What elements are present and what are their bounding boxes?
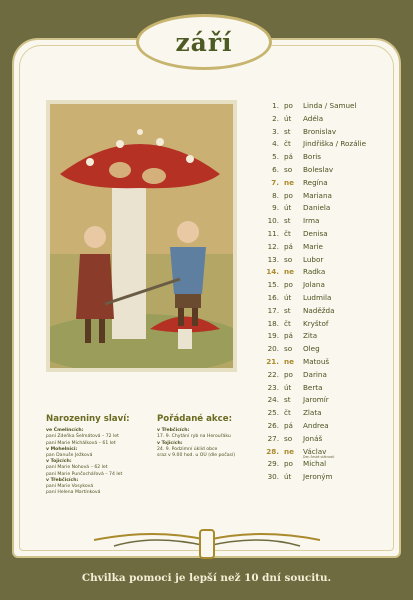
day-number: 21. — [266, 356, 279, 366]
day-weekday: st — [284, 126, 291, 136]
day-row — [254, 447, 404, 460]
list-item: sraz v 9.00 hod. u OÚ (dle počasí) — [157, 453, 236, 459]
day-row — [254, 395, 404, 408]
day-row — [254, 434, 404, 447]
day-name-day: Irma — [303, 216, 320, 226]
day-weekday: so — [284, 433, 293, 443]
day-number: 9. — [272, 203, 279, 213]
motto: Chvilka pomoci je lepší než 10 dní soucitu. — [81, 572, 332, 584]
events-lines — [157, 428, 257, 459]
town-heading: v Třebčicích: — [157, 428, 190, 434]
day-row — [254, 408, 404, 421]
day-weekday: st — [284, 216, 291, 226]
day-row — [254, 472, 404, 485]
day-name-day: Radka — [303, 267, 326, 277]
day-name-day: Václav — [303, 446, 327, 456]
day-weekday: út — [284, 113, 292, 123]
day-name-day: Jindřiška / Rozálie — [303, 139, 367, 149]
list-item: paní Marie Vosyková — [46, 484, 94, 490]
day-number: 24. — [267, 395, 279, 405]
day-name-day: Linda / Samuel — [303, 101, 357, 110]
day-row — [254, 216, 404, 229]
decorative-ornament — [94, 526, 320, 562]
list-item: 17. 9. Chytání ryb na Herouřáku — [157, 434, 231, 440]
day-name-day: Jonáš — [303, 433, 323, 443]
day-number: 10. — [267, 216, 279, 226]
day-name-day: Zlata — [303, 408, 322, 418]
day-number: 11. — [267, 228, 279, 238]
month-title: září — [175, 27, 233, 57]
day-row — [254, 421, 404, 434]
day-name-day: Daniela — [303, 203, 331, 213]
town-heading: v Tojicích: — [46, 459, 72, 465]
day-row — [254, 165, 404, 178]
town-heading: v Tojicích: — [157, 440, 183, 446]
day-weekday: so — [284, 254, 293, 264]
day-name-day: Andrea — [303, 420, 329, 430]
day-number: 15. — [267, 280, 279, 290]
day-weekday: so — [284, 344, 293, 354]
day-number: 5. — [272, 152, 279, 162]
town-heading: v Třebčicích: — [46, 477, 79, 483]
day-weekday: po — [284, 369, 293, 379]
day-weekday: út — [284, 203, 292, 213]
list-item: pan Danuše Ježková — [46, 453, 93, 459]
list-item: paní Marie Michálková – 61 let — [46, 440, 116, 446]
day-weekday: po — [284, 190, 293, 200]
birthdays-lines — [46, 428, 146, 496]
day-name-day: Boleslav — [303, 164, 334, 174]
list-item: paní Marie Nohová – 62 let — [46, 465, 108, 471]
day-number: 7. — [271, 177, 279, 187]
day-name-day: Lubor — [303, 254, 324, 264]
day-row — [254, 319, 404, 332]
day-weekday: pá — [284, 420, 293, 430]
day-row — [254, 331, 404, 344]
day-row — [254, 459, 404, 472]
day-row — [254, 127, 404, 140]
day-weekday: pá — [284, 241, 293, 251]
events-heading: Pořádané akce: — [157, 414, 233, 424]
day-weekday: čt — [284, 139, 291, 149]
day-name-day: Jeroným — [303, 472, 333, 482]
day-weekday: út — [284, 292, 292, 302]
day-weekday: po — [284, 459, 293, 469]
list-item: paní Zdeňka Šelmátová – 72 let — [46, 434, 119, 440]
day-row — [254, 101, 404, 114]
children-mushroom-illustration — [50, 104, 233, 368]
day-name-day: Denisa — [303, 228, 328, 238]
day-number: 16. — [267, 292, 279, 302]
day-number: 1. — [272, 101, 279, 110]
day-number: 17. — [267, 305, 279, 315]
day-number: 29. — [267, 459, 279, 469]
day-weekday: po — [284, 101, 293, 110]
day-number: 30. — [267, 472, 279, 482]
day-number: 13. — [267, 254, 279, 264]
day-weekday: čt — [284, 228, 291, 238]
day-weekday: st — [284, 305, 291, 315]
list-item: paní Marie Punčochářová – 74 let — [46, 471, 123, 477]
day-number: 14. — [266, 267, 279, 277]
day-number: 25. — [267, 408, 279, 418]
day-number: 23. — [267, 382, 279, 392]
day-note: Den české státnosti — [303, 454, 335, 459]
day-name-day: Zita — [303, 331, 318, 341]
day-row — [254, 306, 404, 319]
day-name-day: Marie — [303, 241, 323, 251]
birthdays-heading: Narozeniny slaví: — [46, 414, 130, 424]
day-name-day: Darina — [303, 369, 327, 379]
day-number: 20. — [267, 344, 279, 354]
day-row — [254, 139, 404, 152]
day-number: 26. — [267, 420, 279, 430]
day-name-day: Oleg — [303, 344, 320, 354]
day-number: 8. — [272, 190, 279, 200]
day-weekday: ne — [284, 267, 294, 277]
days-list — [254, 101, 404, 485]
day-row — [254, 255, 404, 268]
day-name-day: Jolana — [303, 280, 325, 290]
day-weekday: pá — [284, 331, 293, 341]
day-row — [254, 203, 404, 216]
day-row — [254, 267, 404, 280]
day-weekday: ne — [284, 356, 294, 366]
town-heading: v Mohelnici: — [46, 446, 78, 452]
day-row — [254, 357, 404, 370]
day-weekday: ne — [284, 446, 294, 456]
day-name-day: Kryštof — [303, 318, 329, 328]
day-name-day: Naděžda — [303, 305, 335, 315]
day-row — [254, 293, 404, 306]
day-row — [254, 229, 404, 242]
day-row — [254, 344, 404, 357]
day-row — [254, 178, 404, 191]
list-item: paní Helena Martínková — [46, 490, 101, 496]
day-weekday: út — [284, 382, 292, 392]
day-number: 4. — [272, 139, 279, 149]
day-weekday: pá — [284, 152, 293, 162]
day-number: 19. — [267, 331, 279, 341]
day-row — [254, 242, 404, 255]
list-item: 24. 9. Podzimní úklid obce — [157, 446, 218, 452]
vintage-illustration — [46, 100, 237, 372]
day-name-day: Adéla — [303, 113, 324, 123]
day-row — [254, 152, 404, 165]
day-row — [254, 370, 404, 383]
day-weekday: čt — [284, 408, 291, 418]
day-weekday: út — [284, 472, 292, 482]
month-title-oval — [136, 14, 272, 70]
day-name-day: Bronislav — [303, 126, 337, 136]
town-heading: ve Čmelíncích: — [46, 428, 84, 434]
day-name-day: Ludmila — [303, 292, 332, 302]
day-name-day: Jaromír — [303, 395, 329, 405]
day-name-day: Mariana — [303, 190, 332, 200]
day-number: 22. — [267, 369, 279, 379]
day-weekday: so — [284, 164, 293, 174]
day-weekday: po — [284, 280, 293, 290]
day-number: 28. — [266, 446, 279, 456]
day-name-day: Michal — [303, 459, 327, 469]
day-weekday: čt — [284, 318, 291, 328]
events-section — [157, 416, 257, 459]
day-row — [254, 191, 404, 204]
day-row — [254, 114, 404, 127]
day-row — [254, 383, 404, 396]
day-row — [254, 280, 404, 293]
day-weekday: st — [284, 395, 291, 405]
day-name-day: Matouš — [303, 356, 330, 366]
day-number: 6. — [272, 164, 279, 174]
day-name-day: Regína — [303, 177, 328, 187]
day-weekday: ne — [284, 177, 294, 187]
day-name-day: Berta — [303, 382, 323, 392]
day-number: 3. — [272, 126, 279, 136]
day-number: 18. — [267, 318, 279, 328]
day-number: 27. — [267, 433, 279, 443]
day-name-day: Boris — [303, 152, 322, 162]
birthdays-section — [46, 416, 146, 496]
day-number: 2. — [272, 113, 279, 123]
day-number: 12. — [267, 241, 279, 251]
